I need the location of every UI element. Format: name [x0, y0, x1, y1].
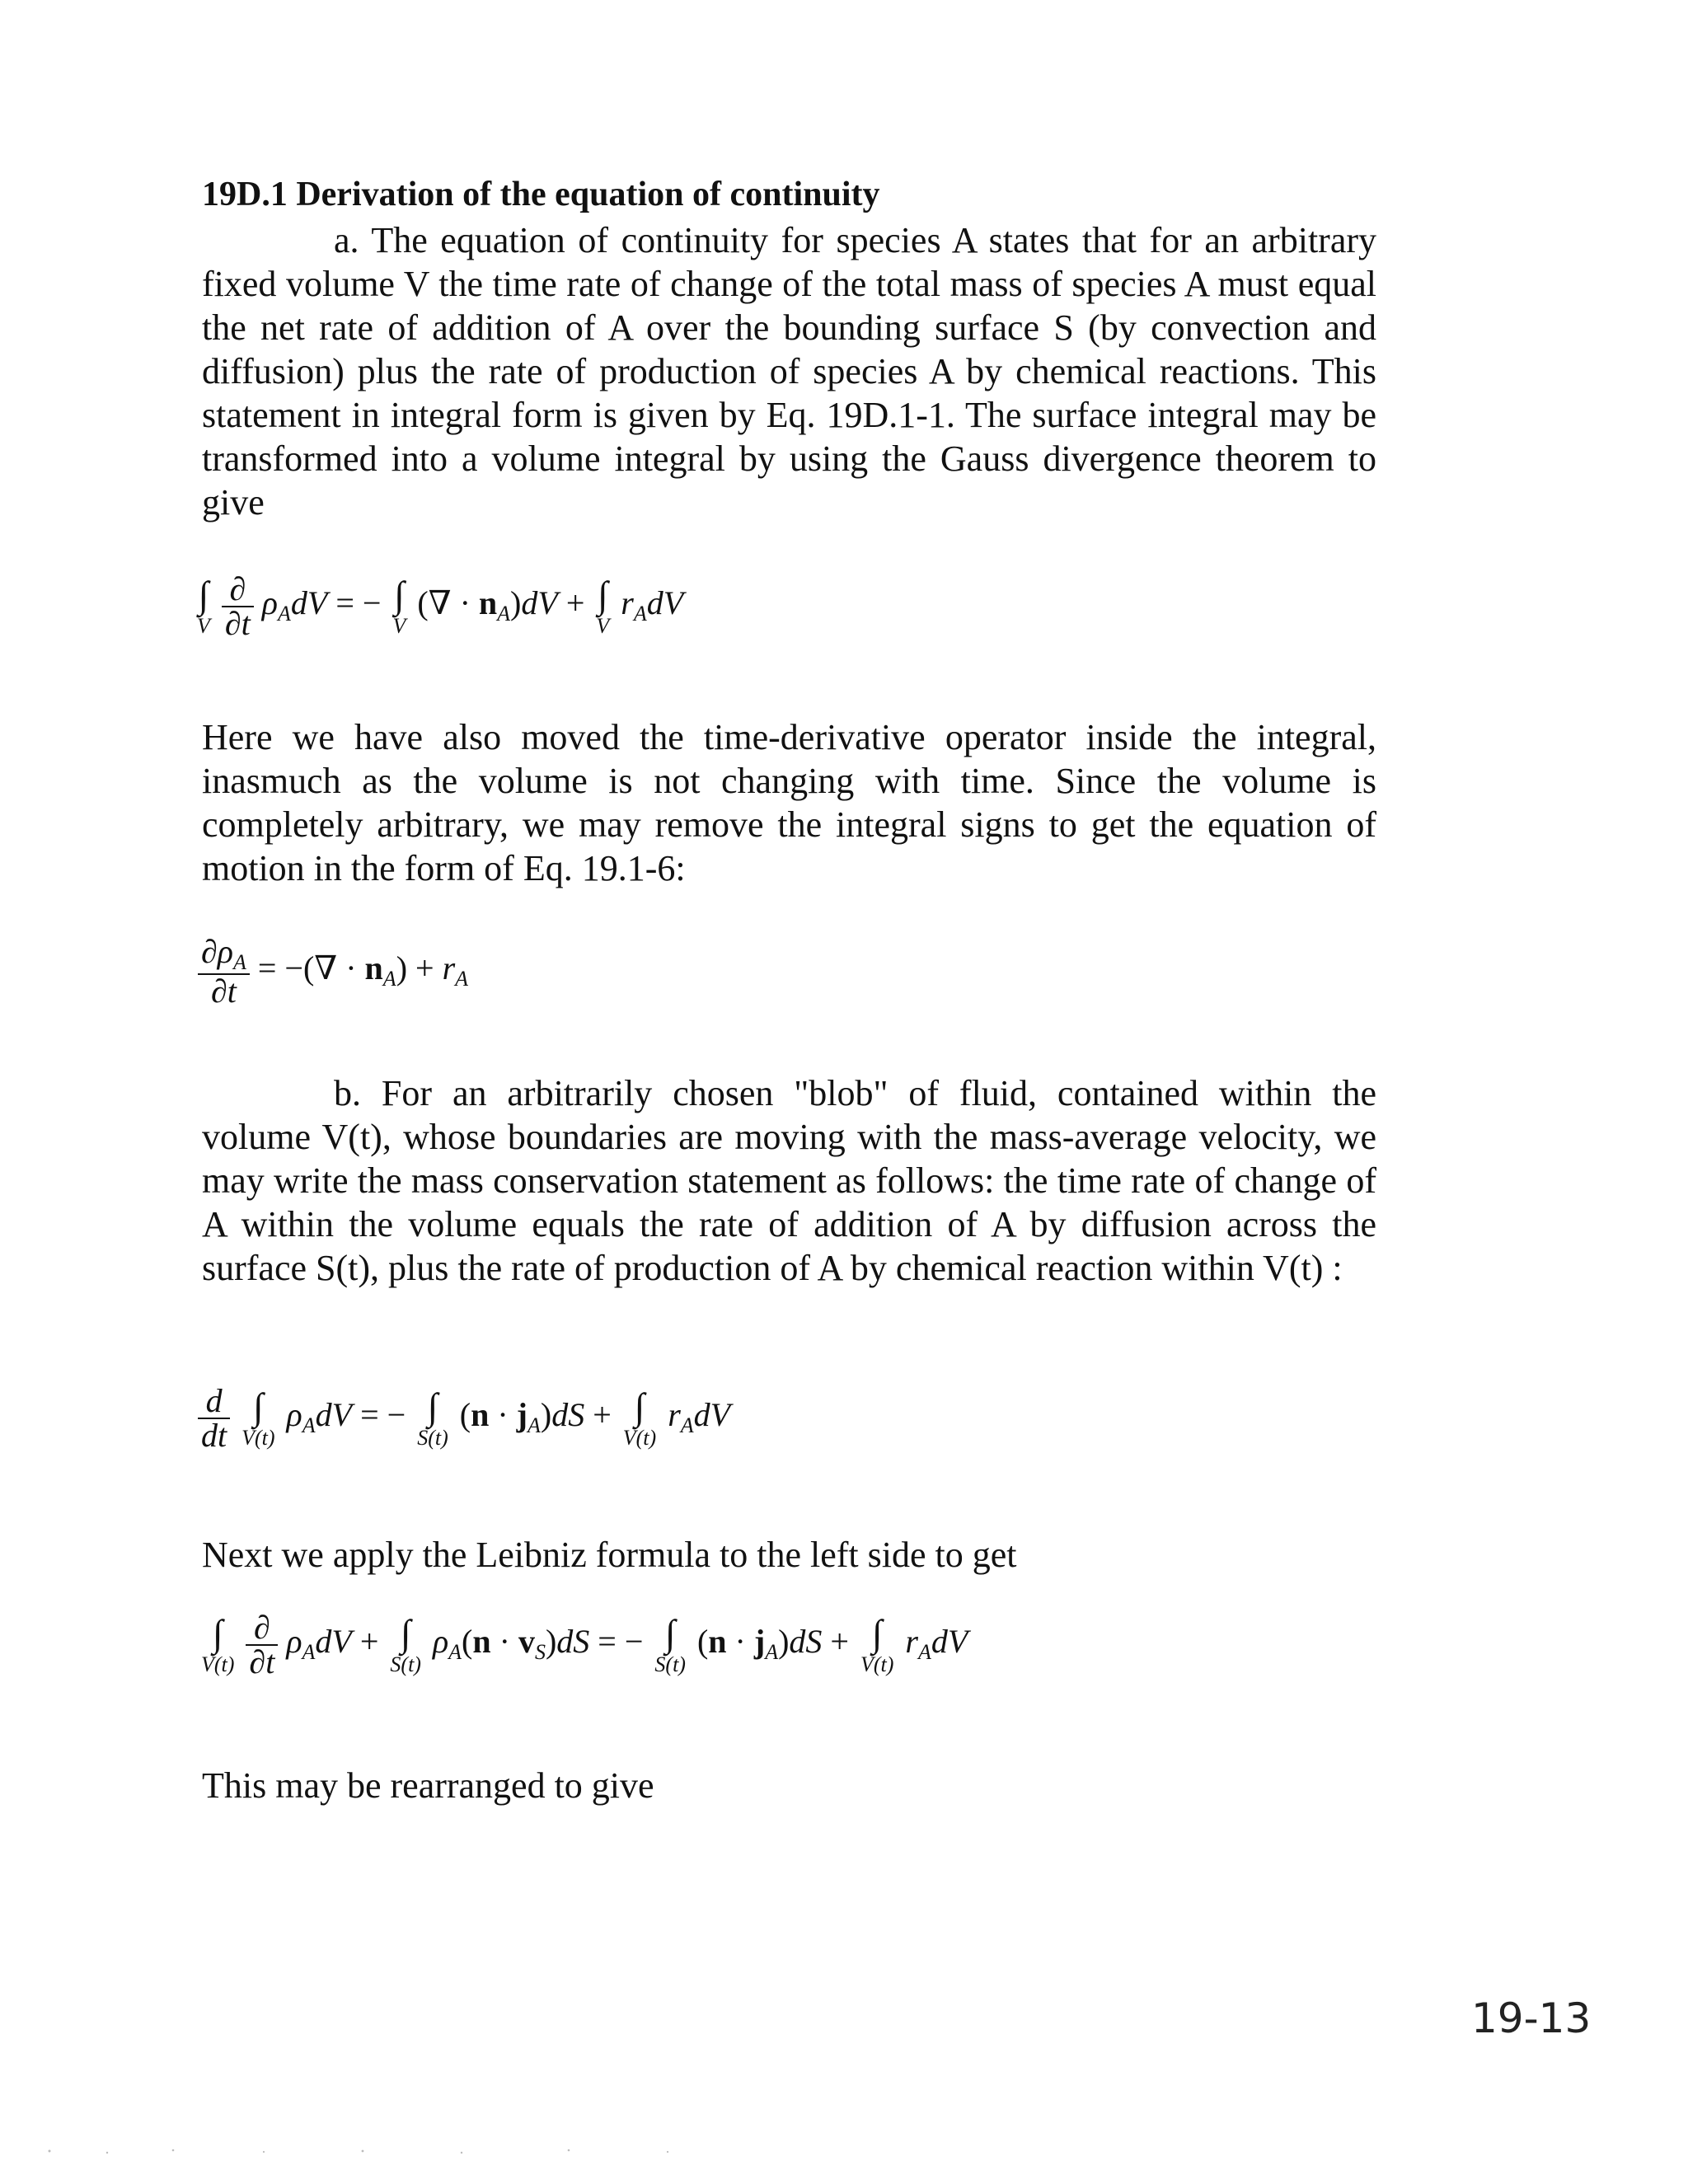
- equation-differential-form: $\frac{\partial\rho_A}{\partial t}$ = −(∇ · $n_A) + r_A$: [198, 935, 468, 1008]
- part-b-paragraph: b. For an arbitrarily chosen "blob" of fluid, contained within the volume V(t), whose boundaries are moving with the mass-average velocity, we may write the mass conservation statement as follows: the time rate of change of A within the volume equals the rate of addition of A by diffusion across the surface S(t), plus the rate of production of A by chemical reaction within V(t) :: [202, 1073, 1376, 1288]
- equation-moving-volume: $\frac{d}{dt}$ ∫ V(t) $\rho_AdV$ = − ∫ S(t) $(n \cdot j_A)dS$ + ∫ V(t) $r_AdV$: [198, 1385, 730, 1452]
- part-a-paragraph: a. The equation of continuity for species A states that for an arbitrary fixed volume V the time rate of change of the total mass of species A must equal the net rate of addition of A over the bounding surface S (by convection and diffusion) plus the rate of production of species A by chemical reactions. This statement in integral form is given by Eq. 19D.1-1. The surface integral may be transformed into a volume integral by using the Gauss divergence theorem to give: [202, 220, 1376, 523]
- leibniz-text: Next we apply the Leibniz formula to the left side to get: [202, 1535, 1017, 1575]
- rearrange-text: This may be rearranged to give: [202, 1765, 654, 1806]
- equation-leibniz: ∫ V(t) $\frac{\partial}{\partial t}$ $\rho_AdV$ + ∫ S(t) $\rho_A(n \cdot v_S)dS$ = − ∫ S(t) $(n \cdot j_A)dS$ + ∫ V(t) $r_AdV$: [201, 1609, 968, 1680]
- part-a-paragraph-2: Here we have also moved the time-derivative operator inside the integral, inasmuch as the volume is not changing with time. Since the volume is completely arbitrary, we may remove the integral signs to get the equation of motion in the form of Eq. 19.1-6:: [202, 717, 1376, 888]
- scan-specks: [0, 2143, 1688, 2159]
- section-heading: 19D.1 Derivation of the equation of continuity: [202, 176, 880, 213]
- page-number: 19-13: [1471, 1994, 1592, 2042]
- equation-integral-form: ∫ V $\frac{\partial}{\partial t}$ $\rho_AdV$ = − ∫ V (∇ · $n_A)dV$ + ∫ V $r_AdV$: [197, 570, 684, 642]
